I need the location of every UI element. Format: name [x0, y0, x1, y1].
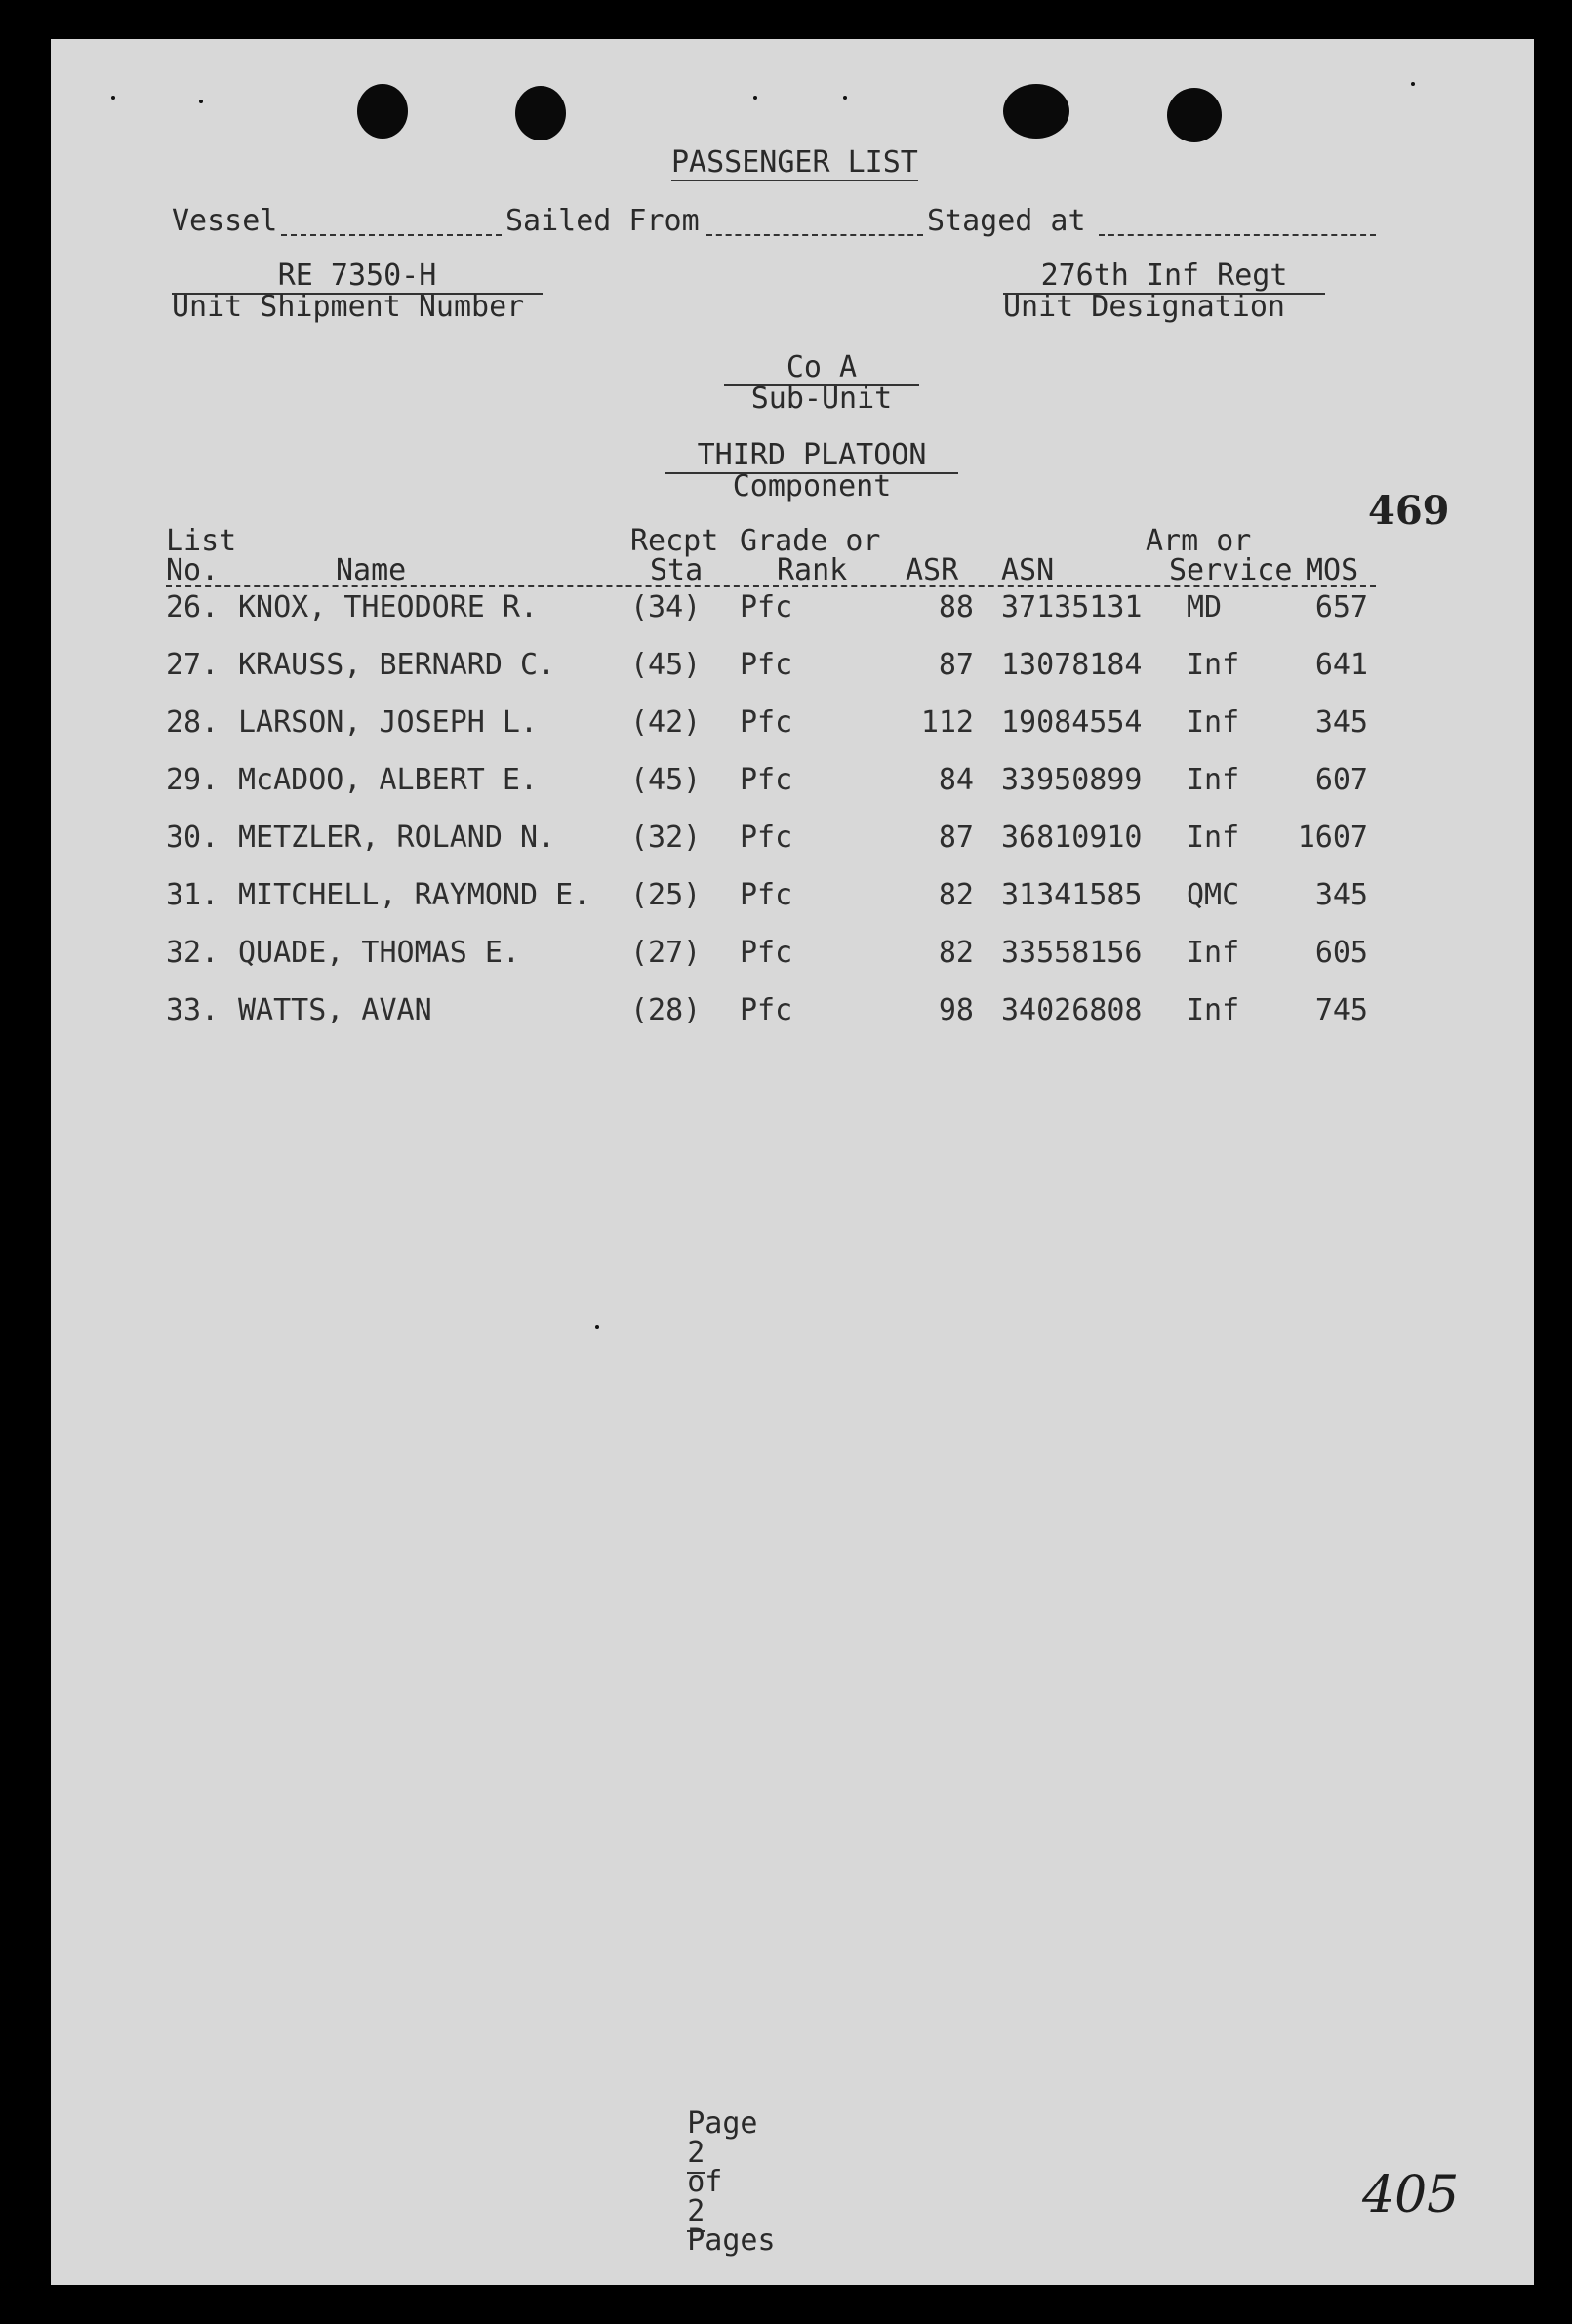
- cell-name: KNOX, THEODORE R.: [238, 590, 539, 624]
- col-asr: ASR: [906, 553, 959, 587]
- cell-asn: 33950899: [1001, 763, 1143, 797]
- cell-asr: 112: [920, 705, 974, 740]
- speck: [843, 96, 847, 100]
- unit-shipment-label: Unit Shipment Number: [172, 290, 525, 324]
- col-arm-2: Service: [1169, 553, 1293, 587]
- cell-no: 33.: [166, 993, 220, 1027]
- of-word: of: [687, 2165, 723, 2199]
- cell-name: METZLER, ROLAND N.: [238, 821, 556, 855]
- cell-arm: Inf: [1187, 763, 1240, 797]
- speck: [111, 96, 115, 100]
- cell-name: LARSON, JOSEPH L.: [238, 705, 539, 740]
- col-asn: ASN: [1001, 553, 1055, 587]
- cell-name: QUADE, THOMAS E.: [238, 936, 520, 970]
- sub-unit-value: Co A: [724, 353, 919, 386]
- cell-rank: Pfc: [740, 936, 793, 970]
- staged-at-label: Staged at: [927, 204, 1086, 238]
- unit-shipment-value: RE 7350-H: [172, 261, 543, 295]
- speck: [595, 1325, 599, 1329]
- cell-asn: 13078184: [1001, 648, 1143, 682]
- cell-sta: (27): [630, 936, 702, 970]
- cell-no: 26.: [166, 590, 220, 624]
- staged-at-field: [1099, 211, 1376, 236]
- page-title: PASSENGER LIST: [671, 145, 918, 180]
- document-page: [51, 39, 1534, 2285]
- col-list-no-1: List: [166, 524, 237, 558]
- sailed-from-field: [706, 211, 923, 236]
- col-grade-1: Grade or: [740, 524, 881, 558]
- cell-arm: QMC: [1187, 878, 1240, 912]
- header-rule: [166, 585, 1376, 587]
- col-arm-1: Arm or: [1146, 524, 1252, 558]
- cell-asr: 98: [938, 993, 974, 1027]
- col-list-no-2: No.: [166, 553, 220, 587]
- vessel-label: Vessel: [172, 204, 278, 238]
- col-recpt-2: Sta: [650, 553, 704, 587]
- cell-no: 27.: [166, 648, 220, 682]
- unit-designation-label: Unit Designation: [1003, 290, 1285, 324]
- punch-hole: [1167, 88, 1222, 142]
- cell-asr: 87: [938, 821, 974, 855]
- cell-name: MITCHELL, RAYMOND E.: [238, 878, 591, 912]
- col-grade-2: Rank: [777, 553, 848, 587]
- cell-sta: (28): [630, 993, 702, 1027]
- cell-no: 30.: [166, 821, 220, 855]
- sailed-from-label: Sailed From: [505, 204, 700, 238]
- page-total: 2: [687, 2194, 705, 2232]
- cell-sta: (45): [630, 648, 702, 682]
- punch-hole: [1003, 84, 1069, 139]
- cell-asn: 31341585: [1001, 878, 1143, 912]
- punch-hole: [515, 86, 566, 140]
- component-value: THIRD PLATOON: [665, 441, 958, 474]
- cell-rank: Pfc: [740, 821, 793, 855]
- cell-mos: 745: [1314, 993, 1368, 1027]
- cell-asn: 19084554: [1001, 705, 1143, 740]
- cell-arm: Inf: [1187, 993, 1240, 1027]
- page-current: 2: [687, 2136, 705, 2174]
- cell-mos: 345: [1314, 705, 1368, 740]
- cell-asn: 37135131: [1001, 590, 1143, 624]
- cell-mos: 345: [1314, 878, 1368, 912]
- cell-rank: Pfc: [740, 993, 793, 1027]
- cell-arm: Inf: [1187, 648, 1240, 682]
- cell-asr: 82: [938, 878, 974, 912]
- component-label: Component: [732, 469, 892, 503]
- cell-sta: (32): [630, 821, 702, 855]
- cell-name: McADOO, ALBERT E.: [238, 763, 539, 797]
- handwritten-number: 405: [1362, 2166, 1460, 2224]
- cell-rank: Pfc: [740, 878, 793, 912]
- cell-no: 29.: [166, 763, 220, 797]
- cell-asr: 84: [938, 763, 974, 797]
- vessel-field: [281, 211, 502, 236]
- punch-hole: [357, 84, 408, 139]
- cell-asr: 87: [938, 648, 974, 682]
- sub-unit-label: Sub-Unit: [750, 381, 893, 416]
- cell-sta: (34): [630, 590, 702, 624]
- col-recpt-1: Recpt: [630, 524, 719, 558]
- cell-asr: 88: [938, 590, 974, 624]
- col-name: Name: [336, 553, 407, 587]
- cell-no: 32.: [166, 936, 220, 970]
- cell-rank: Pfc: [740, 705, 793, 740]
- cell-arm: Inf: [1187, 705, 1240, 740]
- cell-asn: 34026808: [1001, 993, 1143, 1027]
- cell-rank: Pfc: [740, 763, 793, 797]
- speck: [199, 100, 203, 103]
- cell-mos: 641: [1314, 648, 1368, 682]
- speck: [1411, 82, 1415, 86]
- cell-asr: 82: [938, 936, 974, 970]
- cell-rank: Pfc: [740, 590, 793, 624]
- col-mos: MOS: [1306, 553, 1359, 587]
- cell-sta: (45): [630, 763, 702, 797]
- cell-rank: Pfc: [740, 648, 793, 682]
- cell-sta: (25): [630, 878, 702, 912]
- cell-sta: (42): [630, 705, 702, 740]
- cell-mos: 1607: [1297, 821, 1368, 855]
- cell-arm: MD: [1187, 590, 1223, 624]
- stamp-number: 469: [1368, 488, 1450, 534]
- unit-designation-value: 276th Inf Regt: [1003, 261, 1325, 295]
- cell-name: WATTS, AVAN: [238, 993, 432, 1027]
- cell-arm: Inf: [1187, 936, 1240, 970]
- pages-word: Pages: [687, 2224, 776, 2258]
- cell-mos: 607: [1314, 763, 1368, 797]
- cell-mos: 657: [1314, 590, 1368, 624]
- cell-asn: 33558156: [1001, 936, 1143, 970]
- cell-asn: 36810910: [1001, 821, 1143, 855]
- cell-arm: Inf: [1187, 821, 1240, 855]
- cell-no: 31.: [166, 878, 220, 912]
- page-word: Page: [687, 2106, 758, 2141]
- cell-mos: 605: [1314, 936, 1368, 970]
- page-indicator: [617, 2080, 776, 2285]
- speck: [753, 96, 757, 100]
- cell-name: KRAUSS, BERNARD C.: [238, 648, 556, 682]
- cell-no: 28.: [166, 705, 220, 740]
